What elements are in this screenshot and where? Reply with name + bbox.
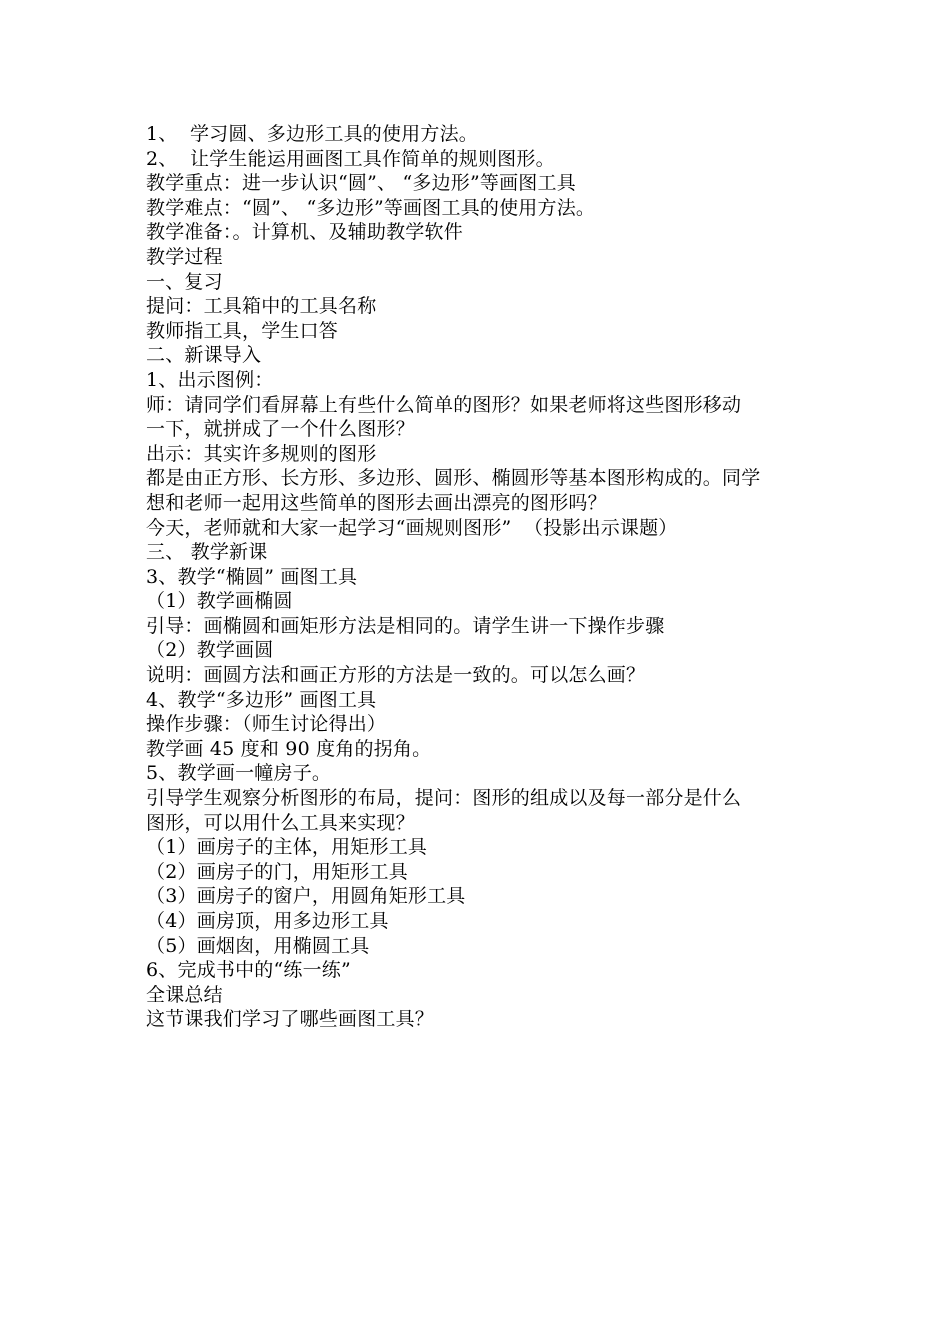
difficulty-line: 教学难点：“圆”、 “多边形”等画图工具的使用方法。: [146, 196, 596, 219]
text-line: 3、教学“椭圆” 画图工具: [146, 565, 358, 588]
process-heading: 教学过程: [146, 245, 223, 268]
text-line: 一下，就拼成了一个什么图形？: [146, 418, 415, 441]
key-point-line: 教学重点：进一步认识“圆”、 “多边形”等画图工具: [146, 172, 576, 195]
text-line: （3）画房子的窗户，用圆角矩形工具: [146, 885, 466, 908]
section-intro-heading: 二、新课导入: [146, 344, 262, 367]
text-line: 引导：画椭圆和画矩形方法是相同的。请学生讲一下操作步骤: [146, 614, 665, 637]
text-line: 想和老师一起用这些简单的图形去画出漂亮的图形吗？: [146, 491, 607, 514]
text-line: （1）教学画椭圆: [146, 590, 293, 613]
text-line: 5、教学画一幢房子。: [146, 762, 332, 785]
section-new-lesson-heading: 三、 教学新课: [146, 541, 268, 564]
text-line: 教学画 45 度和 90 度角的拐角。: [146, 737, 432, 760]
summary-question: 这节课我们学习了哪些画图工具？: [146, 1008, 435, 1031]
summary-heading: 全课总结: [146, 983, 223, 1006]
preparation-line: 教学准备：。计算机、及辅助教学软件: [146, 221, 463, 244]
document-body: [146, 122, 814, 1032]
text-line: 说明：画圆方法和画正方形的方法是一致的。可以怎么画？: [146, 664, 646, 687]
text-line: 今天，老师就和大家一起学习“画规则图形” （投影出示课题）: [146, 516, 678, 539]
text-line: 出示：其实许多规则的图形: [146, 442, 377, 465]
text-line: 1、出示图例：: [146, 368, 274, 391]
text-line: 提问：工具箱中的工具名称: [146, 295, 377, 318]
text-line: （2）教学画圆: [146, 639, 274, 662]
text-line: 6、完成书中的“练一练”: [146, 959, 351, 982]
text-line: （5）画烟囱，用椭圆工具: [146, 934, 370, 957]
text-line: 都是由正方形、长方形、多边形、圆形、椭圆形等基本图形构成的。同学: [146, 467, 761, 490]
text-line: （2）画房子的门，用矩形工具: [146, 860, 408, 883]
text-line: 操作步骤：（师生讨论得出）: [146, 713, 387, 736]
text-line: 图形，可以用什么工具来实现？: [146, 811, 415, 834]
objective-line-2: 2、 让学生能运用画图工具作简单的规则图形。: [146, 147, 555, 170]
text-line: 引导学生观察分析图形的布局，提问：图形的组成以及每一部分是什么: [146, 787, 742, 810]
text-line: （1）画房子的主体，用矩形工具: [146, 836, 428, 859]
text-line: 4、教学“多边形” 画图工具: [146, 688, 377, 711]
text-line: （4）画房顶，用多边形工具: [146, 910, 389, 932]
objective-line-1: 1、 学习圆、多边形工具的使用方法。: [146, 123, 478, 145]
text-line: 教师指工具，学生口答: [146, 319, 339, 342]
text-line: 师：请同学们看屏幕上有些什么简单的图形？如果老师将这些图形移动: [146, 393, 742, 416]
section-review-heading: 一、复习: [146, 270, 223, 293]
